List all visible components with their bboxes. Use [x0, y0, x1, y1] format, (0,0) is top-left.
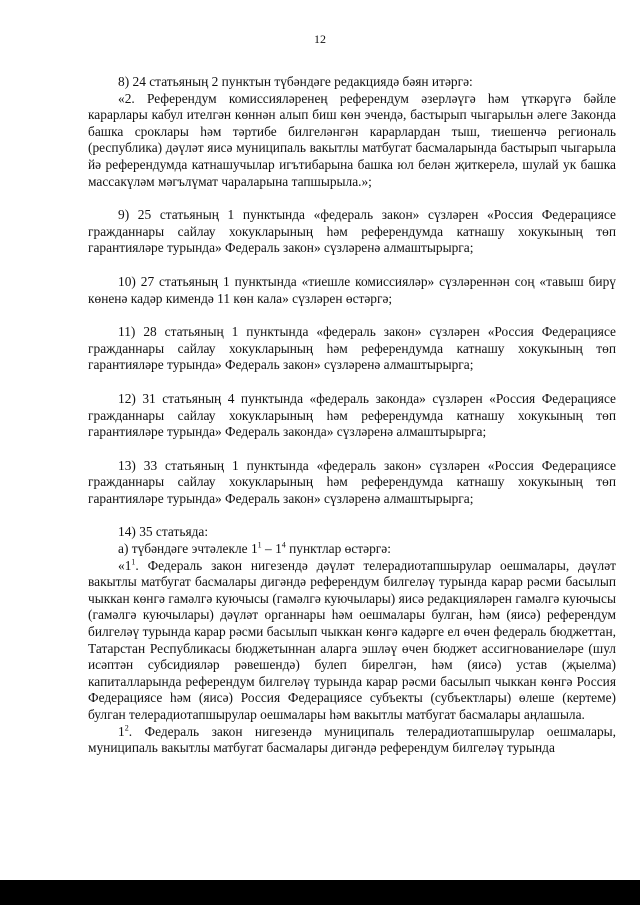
document-body [88, 74, 616, 757]
item-10: 10) 27 статьяның 1 пунктында «тиешле комиссияләр» сүзләреннән соң «тавыш бирү көненә кадәр кимендә 11 көн кала» сүзләрен өстәргә; [88, 273, 616, 306]
item-9: 9) 25 статьяның 1 пунктында «федераль закон» сүзләрен «Россия Федерациясе гражданнары сайлау хокукларының һәм референдумда катнашу хокукының төп гарантияләре турында» Федераль закон» сүзләренә алмаштырырга; [88, 207, 616, 256]
item-14-heading: 14) 35 статьяда: [118, 524, 209, 540]
item-8-body: «2. Референдум комиссияләренең референдум әзерләүгә һәм үткәрүгә бәйле карарлары кабул ителгән көннән алып биш көн эчендә, бастырып чыгарыльн әлеге Законда башка сроклары һәм тәртибе билгеләнгән карарлардан тыш, тиешенчә региональ (республика) дәүләт яисә муниципаль вакытлы матбугат басмаларында бастырып чыгарыла йә референдумда катнашучылар игътибарына башка юл белән җиткерелә, шулай ук башка массакүләм мәгълүмат чараларына тапшырыла.»; [88, 90, 616, 189]
item-11: 11) 28 статьяның 1 пунктында «федераль закон» сүзләрен «Россия Федерациясе гражданнары сайлау хокукларының һәм референдумда катнашу хокукының төп гарантияләре турында» Федераль закон» сүзләренә алмаштырырга; [88, 324, 616, 373]
scan-bottom-border [0, 880, 640, 905]
item-14-subitem-a: а) түбәндәге эчтәлекле $1^1 - 1^4$ пунктлар өстәргә: [118, 540, 391, 557]
item-8-heading: 8) 24 статьяның 2 пунктын түбәндәге редакциядә бәян итәргә: [118, 74, 473, 89]
item-13: 13) 33 статьяның 1 пунктында «федераль закон» сүзләрен «Россия Федерациясе гражданнары сайлау хокукларының һәм референдумда катнашу хокукының төп гарантияләре турында» Федераль закон» сүзләренә алмаштырырга; [88, 457, 616, 506]
paragraph-1-1: «$1^1$. Федераль закон нигезендә дәүләт телерадиотапшырулар оешмалары, дәүләт вакытлы матбугат басмалары дигәндә референдум билгеләү турында карар рәсми басылып чыккан көнгә гамәлгә куючысы (гамәлгә куючылары) яисә редакцияләрен гамәлгә куючысы (гамәлгә куючылары) дәүләт органнары һәм оешмалары булган, һәм (яисә) референдум билгеләү турында карар рәсми басылып чыккан көнгә кадәрге ел өчен федераль бюджеттан, Татарстан Республикасы бюджетыннан аларга эшләү өчен бюджет ассигнованиеләре (шул исәптән субсидияләр рәвешендә) булеп бирелгән, һәм (яисә) устав (җыелма) капиталларында референдум билгеләү турында карар рәсми басылып чыккан көнгә Россия Федерациясе һәм (яисә) Россия Федерациясе субъекты (субъектлары) өлеше (кертеме) булган телерадиотапшырулар оешмалары һәм вакытлы матбугат басмалары аңлашыла. [88, 557, 616, 722]
item-12: 12) 31 статьяның 4 пунктында «федераль законда» сүзләрен «Россия Федерациясе гражданнары сайлау хокукларының һәм референдумда катнашу хокукының төп гарантияләре турында» Федераль законда» сүзләренә алмаштырырга; [88, 390, 616, 440]
paragraph-1-2: $1^2$. Федераль закон нигезендә муниципаль телерадиотапшырулар оешмалары, муниципаль вакытлы матбугат басмалары дигәндә референдум билгеләү турында [88, 723, 616, 756]
page-number: 12 [314, 32, 326, 46]
